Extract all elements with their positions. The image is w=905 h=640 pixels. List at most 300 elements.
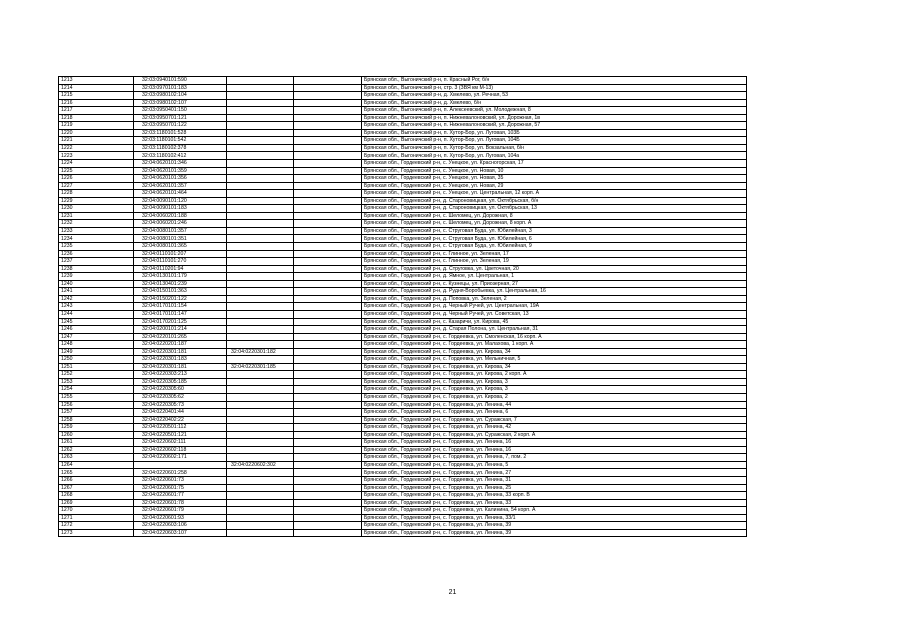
address-cell: Брянская обл., Гордеевский р-н, с. Струговая Буда, ул. Юбилейная, 6 <box>362 235 747 243</box>
empty-cell <box>294 409 362 417</box>
row-number-cell: 1258 <box>59 416 134 424</box>
empty-cell <box>294 446 362 454</box>
empty-cell <box>294 99 362 107</box>
empty-cell <box>294 175 362 183</box>
row-number-cell: 1230 <box>59 205 134 213</box>
related-cadastral-number-cell <box>227 243 294 251</box>
related-cadastral-number-cell <box>227 514 294 522</box>
address-cell: Брянская обл., Гордеевский р-н, с. Гордеевка, ул. Кирова, 34 <box>362 363 747 371</box>
related-cadastral-number-cell <box>227 522 294 530</box>
row-number-cell: 1218 <box>59 114 134 122</box>
cadastral-number-cell: 32:03:1180102:412 <box>134 152 227 160</box>
empty-cell <box>294 310 362 318</box>
cadastral-number-cell: 32:03:0940101:590 <box>134 77 227 85</box>
related-cadastral-number-cell <box>227 175 294 183</box>
address-cell: Брянская обл., Выгоничский р-н, п. Алексеевский, ул. Молодежная, 8 <box>362 107 747 115</box>
row-number-cell: 1226 <box>59 175 134 183</box>
empty-cell <box>294 273 362 281</box>
address-cell: Брянская обл., Гордеевский р-н, д. Черный Ручей, ул. Центральная, 19А <box>362 303 747 311</box>
table-row <box>59 439 747 447</box>
table-row <box>59 431 747 439</box>
address-cell: Брянская обл., Выгоничский р-н, п. Хутор-Бор, ул. Луговая, 104Б <box>362 137 747 145</box>
table-row <box>59 393 747 401</box>
cadastral-number-cell: 32:04:0060201:246 <box>134 220 227 228</box>
empty-cell <box>294 439 362 447</box>
cadastral-number-cell: 32:03:0980102:104 <box>134 92 227 100</box>
table-row <box>59 424 747 432</box>
address-cell: Брянская обл., Гордеевский р-н, с. Гордеевка, ул. Малахова, 1 корп. А <box>362 341 747 349</box>
empty-cell <box>294 333 362 341</box>
empty-cell <box>294 363 362 371</box>
empty-cell <box>294 484 362 492</box>
table-row <box>59 114 747 122</box>
table-row <box>59 295 747 303</box>
related-cadastral-number-cell <box>227 190 294 198</box>
table-row <box>59 167 747 175</box>
row-number-cell: 1260 <box>59 431 134 439</box>
table-row <box>59 175 747 183</box>
empty-cell <box>294 522 362 530</box>
row-number-cell: 1245 <box>59 318 134 326</box>
table-row <box>59 318 747 326</box>
empty-cell <box>294 341 362 349</box>
address-cell: Брянская обл., Выгоничский р-н, п. Хутор-Бор, ул. Луговая, 103Б <box>362 129 747 137</box>
table-row <box>59 454 747 462</box>
empty-cell <box>294 160 362 168</box>
table-row <box>59 265 747 273</box>
table-row <box>59 386 747 394</box>
table-row <box>59 235 747 243</box>
address-cell: Брянская обл., Гордеевский р-н, с. Гордеевка, ул. Ленина, 42 <box>362 424 747 432</box>
related-cadastral-number-cell <box>227 507 294 515</box>
table-row <box>59 363 747 371</box>
address-cell: Брянская обл., Выгоничский р-н, д. Хмелево, б/н <box>362 99 747 107</box>
table-row <box>59 107 747 115</box>
address-cell: Брянская обл., Гордеевский р-н, с. Шеломец, ул. Дорожная, 8 корп. А <box>362 220 747 228</box>
cadastral-number-cell: 32:04:0620101:346 <box>134 160 227 168</box>
empty-cell <box>294 182 362 190</box>
row-number-cell: 1244 <box>59 310 134 318</box>
address-cell: Брянская обл., Гордеевский р-н, с. Гордеевка, ул. Ленина, 27 <box>362 469 747 477</box>
address-cell: Брянская обл., Гордеевский р-н, с. Гордеевка, ул. Калинина, 54 корп. А <box>362 507 747 515</box>
empty-cell <box>294 84 362 92</box>
related-cadastral-number-cell <box>227 416 294 424</box>
related-cadastral-number-cell <box>227 484 294 492</box>
row-number-cell: 1271 <box>59 514 134 522</box>
address-cell: Брянская обл., Гордеевский р-н, с. Гордеевка, ул. Ленина, 33/1 <box>362 514 747 522</box>
related-cadastral-number-cell <box>227 92 294 100</box>
address-cell: Брянская обл., Гордеевский р-н, с. Гордеевка, ул. Ленина, 16 <box>362 439 747 447</box>
row-number-cell: 1233 <box>59 227 134 235</box>
table-row <box>59 144 747 152</box>
related-cadastral-number-cell <box>227 227 294 235</box>
empty-cell <box>294 499 362 507</box>
row-number-cell: 1251 <box>59 363 134 371</box>
empty-cell <box>294 235 362 243</box>
register-table-body <box>59 77 747 537</box>
table-row <box>59 190 747 198</box>
cadastral-number-cell: 32:04:0620101:356 <box>134 175 227 183</box>
empty-cell <box>294 227 362 235</box>
empty-cell <box>294 424 362 432</box>
related-cadastral-number-cell <box>227 152 294 160</box>
related-cadastral-number-cell <box>227 280 294 288</box>
related-cadastral-number-cell <box>227 235 294 243</box>
cadastral-number-cell: 32:04:0620101:359 <box>134 167 227 175</box>
table-row <box>59 99 747 107</box>
address-cell: Брянская обл., Гордеевский р-н, с. Казаричи, ул. Кирова, 45 <box>362 318 747 326</box>
empty-cell <box>294 250 362 258</box>
row-number-cell: 1262 <box>59 446 134 454</box>
row-number-cell: 1215 <box>59 92 134 100</box>
cadastral-number-cell: 32:04:0220601:93 <box>134 514 227 522</box>
table-row <box>59 84 747 92</box>
address-cell: Брянская обл., Выгоничский р-н, стр. 3 (ЗВЯ км М-13) <box>362 84 747 92</box>
table-row <box>59 243 747 251</box>
related-cadastral-number-cell <box>227 220 294 228</box>
address-cell: Брянская обл., Выгоничский р-н, п. Хутор-Бор, ул. Луговая, 104а <box>362 152 747 160</box>
cadastral-number-cell: 32:04:0080101:351 <box>134 235 227 243</box>
cadastral-number-cell: 32:04:0130401:239 <box>134 280 227 288</box>
address-cell: Брянская обл., Выгоничский р-н, п. Нижневалоновский, ул. Дорожная, 1в <box>362 114 747 122</box>
address-cell: Брянская обл., Гордеевский р-н, с. Гордеевка, ул. Суражская, 2 корп. А <box>362 431 747 439</box>
cadastral-number-cell: 32:04:0220301:181 <box>134 348 227 356</box>
cadastral-number-cell: 32:04:0220601:78 <box>134 499 227 507</box>
related-cadastral-number-cell <box>227 492 294 500</box>
related-cadastral-number-cell <box>227 326 294 334</box>
table-row <box>59 378 747 386</box>
empty-cell <box>294 507 362 515</box>
table-row <box>59 341 747 349</box>
row-number-cell: 1221 <box>59 137 134 145</box>
table-row <box>59 288 747 296</box>
cadastral-number-cell: 32:04:0220305:185 <box>134 378 227 386</box>
related-cadastral-number-cell <box>227 295 294 303</box>
row-number-cell: 1269 <box>59 499 134 507</box>
address-cell: Брянская обл., Гордеевский р-н, с. Глинное, ул. Зеленая, 19 <box>362 258 747 266</box>
empty-cell <box>294 529 362 537</box>
cadastral-number-cell: 32:04:0220101:265 <box>134 333 227 341</box>
empty-cell <box>294 205 362 213</box>
empty-cell <box>294 401 362 409</box>
empty-cell <box>294 295 362 303</box>
related-cadastral-number-cell <box>227 182 294 190</box>
empty-cell <box>294 371 362 379</box>
cadastral-number-cell: 32:04:0220601:79 <box>134 507 227 515</box>
row-number-cell: 1238 <box>59 265 134 273</box>
row-number-cell: 1227 <box>59 182 134 190</box>
row-number-cell: 1247 <box>59 333 134 341</box>
address-cell: Брянская обл., Гордеевский р-н, с. Глинное, ул. Зеленая, 17 <box>362 250 747 258</box>
row-number-cell: 1259 <box>59 424 134 432</box>
cadastral-number-cell: 32:04:0220301:181 <box>134 363 227 371</box>
table-row <box>59 129 747 137</box>
related-cadastral-number-cell <box>227 454 294 462</box>
related-cadastral-number-cell <box>227 273 294 281</box>
empty-cell <box>294 318 362 326</box>
row-number-cell: 1222 <box>59 144 134 152</box>
related-cadastral-number-cell <box>227 114 294 122</box>
address-cell: Брянская обл., Гордеевский р-н, с. Унецкое, ул. Красногорская, 17 <box>362 160 747 168</box>
row-number-cell: 1239 <box>59 273 134 281</box>
address-cell: Брянская обл., Выгоничский р-н, п. Хутор-Бор, ул. Вокзальная, б/н <box>362 144 747 152</box>
empty-cell <box>294 220 362 228</box>
row-number-cell: 1257 <box>59 409 134 417</box>
table-row <box>59 77 747 85</box>
row-number-cell: 1242 <box>59 295 134 303</box>
related-cadastral-number-cell <box>227 197 294 205</box>
cadastral-number-cell: 32:03:0980102:107 <box>134 99 227 107</box>
empty-cell <box>294 265 362 273</box>
table-row <box>59 182 747 190</box>
row-number-cell: 1253 <box>59 378 134 386</box>
empty-cell <box>294 476 362 484</box>
empty-cell <box>294 92 362 100</box>
cadastral-number-cell: 32:04:0220201:187 <box>134 341 227 349</box>
address-cell: Брянская обл., Выгоничский р-н, д. Хмелево, ул. Речная, 53 <box>362 92 747 100</box>
row-number-cell: 1246 <box>59 326 134 334</box>
address-cell: Брянская обл., Гордеевский р-н, с. Струговая Буда, ул. Юбилейная, 3 <box>362 227 747 235</box>
related-cadastral-number-cell <box>227 386 294 394</box>
cadastral-number-cell: 32:04:0220601:75 <box>134 484 227 492</box>
row-number-cell: 1252 <box>59 371 134 379</box>
cadastral-number-cell: 32:04:0220401:44 <box>134 409 227 417</box>
address-cell: Брянская обл., Гордеевский р-н, с. Унецкое, ул. Новая, 35 <box>362 175 747 183</box>
table-row <box>59 310 747 318</box>
cadastral-number-cell: 32:04:0150201:122 <box>134 295 227 303</box>
cadastral-number-cell: 32:04:0220601:258 <box>134 469 227 477</box>
empty-cell <box>294 416 362 424</box>
empty-cell <box>294 280 362 288</box>
cadastral-number-cell: 32:04:0090101:183 <box>134 205 227 213</box>
related-cadastral-number-cell <box>227 424 294 432</box>
related-cadastral-number-cell <box>227 288 294 296</box>
cadastral-number-cell: 32:03:1180101:528 <box>134 129 227 137</box>
cadastral-number-cell: 32:04:0220602:171 <box>134 454 227 462</box>
cadastral-number-cell: 32:04:0110201:94 <box>134 265 227 273</box>
related-cadastral-number-cell <box>227 107 294 115</box>
address-cell: Брянская обл., Гордеевский р-н, с. Гордеевка, ул. Ленина, 16 <box>362 446 747 454</box>
cadastral-number-cell: 32:04:0090101:120 <box>134 197 227 205</box>
address-cell: Брянская обл., Гордеевский р-н, с. Гордеевка, ул. Суражская, 7 <box>362 416 747 424</box>
table-row <box>59 416 747 424</box>
related-cadastral-number-cell <box>227 258 294 266</box>
address-cell: Брянская обл., Гордеевский р-н, с. Гордеевка, ул. Ленина, 31 <box>362 476 747 484</box>
address-cell: Брянская обл., Гордеевский р-н, д. Черный Ручей, ул. Советская, 13 <box>362 310 747 318</box>
empty-cell <box>294 167 362 175</box>
table-row <box>59 529 747 537</box>
related-cadastral-number-cell <box>227 371 294 379</box>
row-number-cell: 1263 <box>59 454 134 462</box>
cadastral-number-cell: 32:04:0220303:213 <box>134 371 227 379</box>
row-number-cell: 1254 <box>59 386 134 394</box>
row-number-cell: 1267 <box>59 484 134 492</box>
related-cadastral-number-cell <box>227 409 294 417</box>
row-number-cell: 1240 <box>59 280 134 288</box>
table-row <box>59 507 747 515</box>
address-cell: Брянская обл., Гордеевский р-н, с. Струговая Буда, ул. Юбилейная, 9 <box>362 243 747 251</box>
empty-cell <box>294 461 362 469</box>
address-cell: Брянская обл., Гордеевский р-н, д. Старая Полона, ул. Центральная, 31 <box>362 326 747 334</box>
related-cadastral-number-cell <box>227 446 294 454</box>
related-cadastral-number-cell <box>227 250 294 258</box>
related-cadastral-number-cell <box>227 205 294 213</box>
register-table <box>58 76 747 537</box>
cadastral-number-cell: 32:04:0220305:60 <box>134 386 227 394</box>
table-row <box>59 197 747 205</box>
row-number-cell: 1235 <box>59 243 134 251</box>
table-row <box>59 348 747 356</box>
row-number-cell: 1255 <box>59 393 134 401</box>
address-cell: Брянская обл., Гордеевский р-н, с. Гордеевка, ул. Ленина, 39 <box>362 522 747 530</box>
row-number-cell: 1216 <box>59 99 134 107</box>
table-row <box>59 122 747 130</box>
empty-cell <box>294 348 362 356</box>
table-row <box>59 212 747 220</box>
row-number-cell: 1261 <box>59 439 134 447</box>
empty-cell <box>294 129 362 137</box>
cadastral-number-cell: 32:04:0170101:147 <box>134 310 227 318</box>
address-cell: Брянская обл., Гордеевский р-н, с. Гордеевка, ул. Кирова, 2 корп. А <box>362 371 747 379</box>
table-row <box>59 280 747 288</box>
address-cell: Брянская обл., Гордеевский р-н, с. Гордеевка, ул. Кирова, 3 <box>362 386 747 394</box>
empty-cell <box>294 469 362 477</box>
table-row <box>59 476 747 484</box>
related-cadastral-number-cell <box>227 144 294 152</box>
address-cell: Брянская обл., Гордеевский р-н, с. Гордеевка, ул. Кирова, 3 <box>362 378 747 386</box>
address-cell: Брянская обл., Гордеевский р-н, с. Гордеевка, ул. Ленина, 39 <box>362 529 747 537</box>
related-cadastral-number-cell <box>227 393 294 401</box>
table-row <box>59 152 747 160</box>
related-cadastral-number-cell <box>227 499 294 507</box>
related-cadastral-number-cell <box>227 167 294 175</box>
cadastral-number-cell: 32:04:0130101:179 <box>134 273 227 281</box>
related-cadastral-number-cell <box>227 77 294 85</box>
empty-cell <box>294 144 362 152</box>
related-cadastral-number-cell <box>227 333 294 341</box>
cadastral-number-cell: 32:03:0950701:121 <box>134 114 227 122</box>
table-row <box>59 227 747 235</box>
address-cell: Брянская обл., Гордеевский р-н, с. Гордеевка, ул. Смоленская, 16 корп. А <box>362 333 747 341</box>
cadastral-number-cell: 32:04:0110101:207 <box>134 250 227 258</box>
cadastral-number-cell: 32:04:0220301:183 <box>134 356 227 364</box>
table-row <box>59 303 747 311</box>
related-cadastral-number-cell <box>227 401 294 409</box>
related-cadastral-number-cell <box>227 356 294 364</box>
address-cell: Брянская обл., Гордеевский р-н, с. Унецкое, ул. Новая, 10 <box>362 167 747 175</box>
empty-cell <box>294 190 362 198</box>
table-row <box>59 220 747 228</box>
related-cadastral-number-cell <box>227 439 294 447</box>
related-cadastral-number-cell <box>227 318 294 326</box>
cadastral-number-cell: 32:04:0220305:73 <box>134 401 227 409</box>
cadastral-number-cell: 32:04:0080101:365 <box>134 243 227 251</box>
table-row <box>59 514 747 522</box>
related-cadastral-number-cell <box>227 265 294 273</box>
empty-cell <box>294 122 362 130</box>
empty-cell <box>294 386 362 394</box>
cadastral-number-cell: 32:04:0170201:125 <box>134 318 227 326</box>
empty-cell <box>294 288 362 296</box>
row-number-cell: 1264 <box>59 461 134 469</box>
row-number-cell: 1237 <box>59 258 134 266</box>
row-number-cell: 1219 <box>59 122 134 130</box>
table-row <box>59 205 747 213</box>
row-number-cell: 1268 <box>59 492 134 500</box>
cadastral-number-cell: 32:04:0220601:73 <box>134 476 227 484</box>
related-cadastral-number-cell: 32:04:0220602:302 <box>227 461 294 469</box>
empty-cell <box>294 393 362 401</box>
register-table-container <box>58 76 747 537</box>
row-number-cell: 1225 <box>59 167 134 175</box>
cadastral-number-cell: 32:04:0220501:112 <box>134 424 227 432</box>
empty-cell <box>294 326 362 334</box>
cadastral-number-cell: 32:03:0950401:150 <box>134 107 227 115</box>
empty-cell <box>294 492 362 500</box>
related-cadastral-number-cell: 32:04:0220301:182 <box>227 348 294 356</box>
row-number-cell: 1234 <box>59 235 134 243</box>
address-cell: Брянская обл., Гордеевский р-н, д. Струговка, ул. Цветочная, 20 <box>362 265 747 273</box>
address-cell: Брянская обл., Гордеевский р-н, д. Ямное, ул. Центральная, 1 <box>362 273 747 281</box>
table-row <box>59 499 747 507</box>
row-number-cell: 1231 <box>59 212 134 220</box>
cadastral-number-cell: 32:04:0220603:106 <box>134 522 227 530</box>
table-row <box>59 492 747 500</box>
empty-cell <box>294 212 362 220</box>
table-row <box>59 446 747 454</box>
empty-cell <box>294 356 362 364</box>
row-number-cell: 1243 <box>59 303 134 311</box>
table-row <box>59 522 747 530</box>
cadastral-number-cell <box>134 461 227 469</box>
empty-cell <box>294 114 362 122</box>
row-number-cell: 1236 <box>59 250 134 258</box>
row-number-cell: 1273 <box>59 529 134 537</box>
table-row <box>59 273 747 281</box>
related-cadastral-number-cell <box>227 303 294 311</box>
row-number-cell: 1249 <box>59 348 134 356</box>
address-cell: Брянская обл., Гордеевский р-н, с. Шеломец, ул. Дорожная, 8 <box>362 212 747 220</box>
cadastral-number-cell: 32:04:0220601:77 <box>134 492 227 500</box>
cadastral-number-cell: 32:04:0220402:22 <box>134 416 227 424</box>
empty-cell <box>294 77 362 85</box>
row-number-cell: 1229 <box>59 197 134 205</box>
empty-cell <box>294 431 362 439</box>
address-cell: Брянская обл., Гордеевский р-н, д. Староновицкая, ул. Октябрьская, 13 <box>362 205 747 213</box>
empty-cell <box>294 303 362 311</box>
empty-cell <box>294 258 362 266</box>
row-number-cell: 1228 <box>59 190 134 198</box>
table-row <box>59 258 747 266</box>
table-row <box>59 356 747 364</box>
cadastral-number-cell: 32:04:0620101:464 <box>134 190 227 198</box>
related-cadastral-number-cell <box>227 129 294 137</box>
related-cadastral-number-cell <box>227 431 294 439</box>
related-cadastral-number-cell <box>227 137 294 145</box>
address-cell: Брянская обл., Гордеевский р-н, с. Унецкое, ул. Новая, 29 <box>362 182 747 190</box>
cadastral-number-cell: 32:04:0110101:270 <box>134 258 227 266</box>
table-row <box>59 333 747 341</box>
row-number-cell: 1217 <box>59 107 134 115</box>
address-cell: Брянская обл., Гордеевский р-н, д. Поповка, ул. Зеленая, 2 <box>362 295 747 303</box>
empty-cell <box>294 378 362 386</box>
cadastral-number-cell: 32:03:1180102:378 <box>134 144 227 152</box>
address-cell: Брянская обл., Гордеевский р-н, с. Гордеевка, ул. Ленина, 33 <box>362 499 747 507</box>
related-cadastral-number-cell <box>227 99 294 107</box>
table-row <box>59 469 747 477</box>
cadastral-number-cell: 32:04:0220305:62 <box>134 393 227 401</box>
row-number-cell: 1250 <box>59 356 134 364</box>
